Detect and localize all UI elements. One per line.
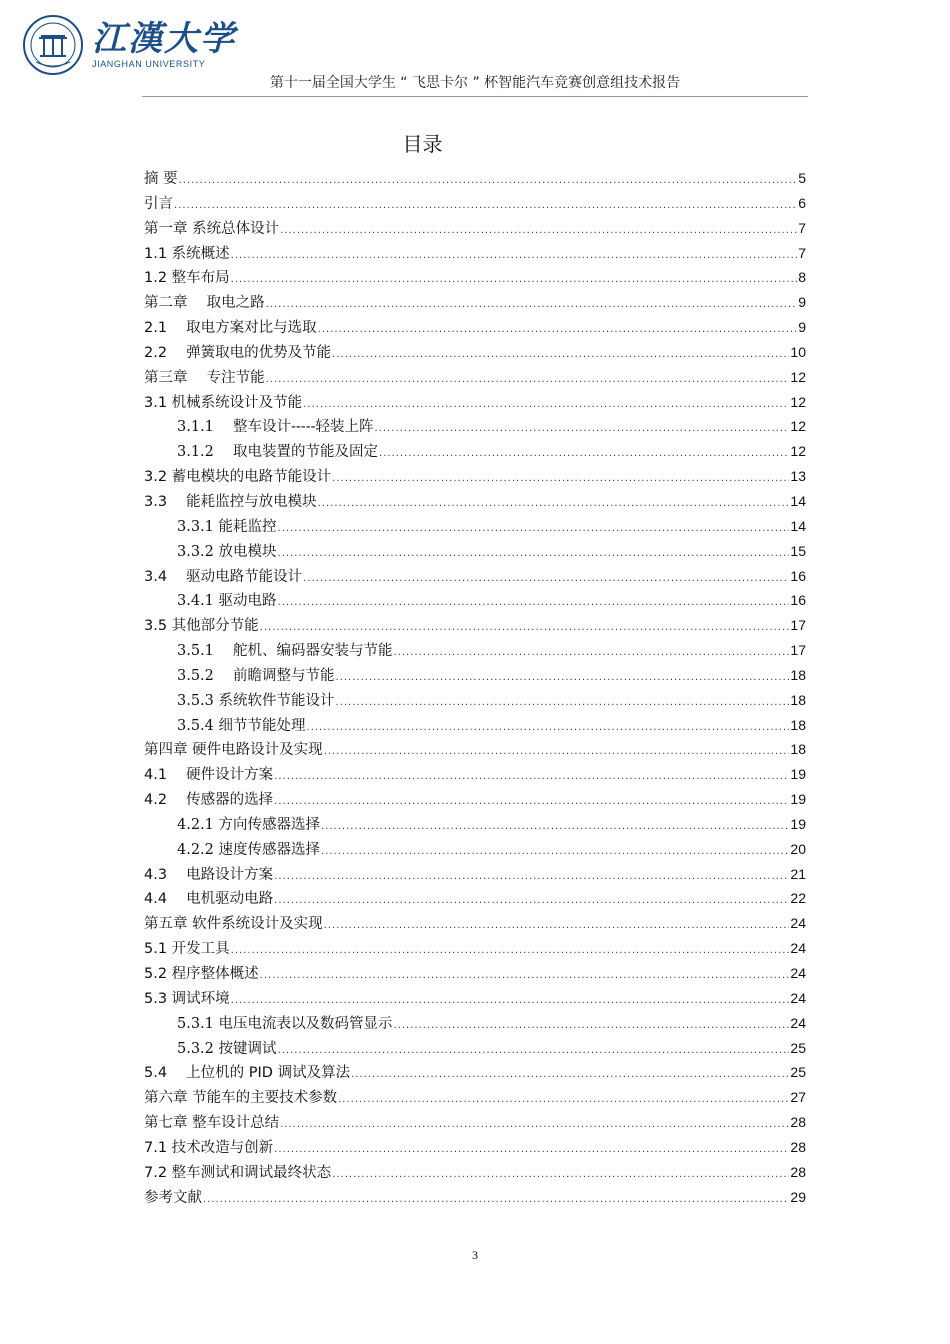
toc-entry[interactable] xyxy=(144,390,806,415)
toc-entry[interactable] xyxy=(144,862,806,887)
toc-entry[interactable] xyxy=(144,986,806,1011)
toc-entry[interactable] xyxy=(144,191,806,216)
toc-entry-label: 3.1.1 整车设计-----轻装上阵 xyxy=(177,419,374,436)
toc-title: 目录 xyxy=(402,132,443,156)
toc-leader-dots xyxy=(278,591,790,616)
toc-entry[interactable] xyxy=(144,737,806,762)
toc-leader-dots xyxy=(336,691,790,716)
toc-entry[interactable] xyxy=(144,340,806,365)
toc-leader-dots xyxy=(336,666,790,691)
toc-leader-dots xyxy=(318,492,790,517)
toc-entry[interactable] xyxy=(144,315,806,340)
toc-entry-page: 13 xyxy=(790,468,806,485)
toc-entry[interactable] xyxy=(144,1110,806,1135)
toc-entry[interactable] xyxy=(144,713,806,738)
toc-entry-label: 5.3 调试环境 xyxy=(144,990,230,1007)
toc-leader-dots xyxy=(307,716,790,741)
toc-entry-page: 19 xyxy=(790,791,806,808)
toc-entry-page: 25 xyxy=(790,1039,806,1056)
toc-entry-page: 7 xyxy=(798,244,806,261)
toc-entry-label: 第六章 节能车的主要技术参数 xyxy=(144,1090,338,1107)
toc-entry-page: 22 xyxy=(790,890,806,907)
toc-entry[interactable] xyxy=(144,539,806,564)
toc-entry[interactable] xyxy=(144,514,806,539)
toc-leader-dots xyxy=(379,442,789,467)
toc-leader-dots xyxy=(203,1188,789,1213)
toc-entry-label: 参考文献 xyxy=(144,1189,202,1206)
toc-leader-dots xyxy=(260,964,790,989)
toc-leader-dots xyxy=(303,393,789,418)
toc-entry[interactable] xyxy=(144,1085,806,1110)
toc-leader-dots xyxy=(318,318,798,343)
toc-entry-page: 18 xyxy=(790,741,806,758)
toc-entry-page: 5 xyxy=(798,170,806,186)
toc-entry[interactable] xyxy=(144,1135,806,1160)
toc-entry-page: 19 xyxy=(790,815,806,832)
toc-entry-label: 4.4 电机驱动电路 xyxy=(144,891,274,908)
toc-leader-dots xyxy=(394,1014,790,1039)
toc-entry[interactable] xyxy=(144,216,806,241)
toc-entry-label: 5.3.2 按键调试 xyxy=(177,1040,277,1057)
toc-entry-page: 19 xyxy=(790,766,806,783)
toc-entry-page: 18 xyxy=(790,716,806,733)
toc-entry[interactable] xyxy=(144,414,806,439)
toc-leader-dots xyxy=(321,815,789,840)
toc-entry[interactable] xyxy=(144,489,806,514)
toc-entry-label: 3.5.4 细节节能处理 xyxy=(177,717,306,734)
toc-entry-label: 4.2.2 速度传感器选择 xyxy=(177,841,321,858)
toc-leader-dots xyxy=(278,542,790,567)
toc-entry-label: 4.3 电路设计方案 xyxy=(144,866,274,883)
toc-entry-label: 2.1 取电方案对比与选取 xyxy=(144,320,317,337)
toc-entry-label: 3.5.3 系统软件节能设计 xyxy=(177,692,335,709)
toc-entry-page: 28 xyxy=(790,1114,806,1131)
toc-leader-dots xyxy=(280,219,797,244)
toc-entry[interactable] xyxy=(144,166,806,191)
university-name-en: JIANGHAN UNIVERSITY xyxy=(92,59,206,69)
toc-entry[interactable] xyxy=(144,762,806,787)
toc-entry-page: 12 xyxy=(790,443,806,460)
toc-entry-page: 14 xyxy=(790,492,806,509)
toc-entry-page: 17 xyxy=(790,617,806,634)
toc-leader-dots xyxy=(394,641,790,666)
toc-entry[interactable] xyxy=(144,911,806,936)
toc-leader-dots xyxy=(332,467,789,492)
toc-entry-label: 5.3.1 电压电流表以及数码管显示 xyxy=(177,1015,393,1032)
toc-leader-dots xyxy=(274,765,789,790)
toc-entry[interactable] xyxy=(144,663,806,688)
header-divider xyxy=(142,96,808,97)
toc-entry-label: 摘 要 xyxy=(144,171,178,187)
toc-entry-page: 15 xyxy=(790,542,806,559)
toc-entry[interactable] xyxy=(144,265,806,290)
toc-entry-label: 3.4.1 驱动电路 xyxy=(177,593,277,610)
toc-entry-label: 3.4 驱动电路节能设计 xyxy=(144,568,303,585)
toc-leader-dots xyxy=(274,865,789,890)
toc-entry-label: 1.2 整车布局 xyxy=(144,270,230,287)
toc-entry-label: 3.5 其他部分节能 xyxy=(144,618,259,635)
toc-leader-dots xyxy=(231,939,790,964)
toc-entry-label: 5.4 上位机的 PID 调试及算法 xyxy=(144,1065,351,1082)
toc-entry-page: 8 xyxy=(798,269,806,286)
toc-entry-page: 12 xyxy=(790,368,806,385)
toc-entry[interactable] xyxy=(144,688,806,713)
toc-entry-label: 引言 xyxy=(144,195,173,212)
toc-entry[interactable] xyxy=(144,1060,806,1085)
toc-entry-label: 第四章 硬件电路设计及实现 xyxy=(144,742,323,759)
toc-entry[interactable] xyxy=(144,290,806,315)
toc-entry[interactable] xyxy=(144,638,806,663)
toc-entry-label: 4.1 硬件设计方案 xyxy=(144,767,274,784)
university-seal-icon xyxy=(22,14,84,76)
toc-entry-page: 28 xyxy=(790,1138,806,1155)
toc-entry-page: 10 xyxy=(790,343,806,360)
toc-leader-dots xyxy=(278,517,790,542)
toc-entry-label: 3.5.2 前瞻调整与节能 xyxy=(177,667,335,684)
toc-entry-label: 3.1 机械系统设计及节能 xyxy=(144,394,303,411)
toc-entry-label: 第三章 专注节能 xyxy=(144,369,265,386)
toc-entry-label: 3.3 能耗监控与放电模块 xyxy=(144,493,317,510)
toc-entry[interactable] xyxy=(144,439,806,464)
toc-leader-dots xyxy=(375,417,790,442)
toc-entry-page: 16 xyxy=(790,567,806,584)
toc-leader-dots xyxy=(324,740,790,765)
toc-entry-page: 16 xyxy=(790,592,806,609)
toc-leader-dots xyxy=(321,840,789,865)
toc-leader-dots xyxy=(332,1163,789,1188)
toc-entry[interactable] xyxy=(144,936,806,961)
toc-leader-dots xyxy=(174,194,797,219)
toc-entry-page: 14 xyxy=(790,517,806,534)
toc-leader-dots xyxy=(274,889,789,914)
toc-entry-page: 25 xyxy=(790,1064,806,1081)
toc-leader-dots xyxy=(179,169,798,194)
toc-entry-page: 24 xyxy=(790,989,806,1006)
toc-entry-page: 7 xyxy=(798,219,806,236)
toc-entry-label: 4.2.1 方向传感器选择 xyxy=(177,816,321,833)
toc-leader-dots xyxy=(231,244,798,269)
toc-entry-page: 12 xyxy=(790,418,806,435)
toc-entry-page: 24 xyxy=(790,1014,806,1031)
toc-entry-label: 第二章 取电之路 xyxy=(144,295,265,312)
toc-entry-page: 28 xyxy=(790,1163,806,1180)
toc-entry-label: 5.1 开发工具 xyxy=(144,941,230,958)
page-number: 3 xyxy=(472,1248,478,1262)
university-wordmark xyxy=(92,20,236,70)
toc-entry[interactable] xyxy=(144,837,806,862)
toc-entry-page: 12 xyxy=(790,393,806,410)
toc-entry-label: 3.3.2 放电模块 xyxy=(177,543,277,560)
toc-entry-label: 3.3.1 能耗监控 xyxy=(177,518,277,535)
toc-entry[interactable] xyxy=(144,1160,806,1185)
toc-leader-dots xyxy=(231,989,790,1014)
toc-leader-dots xyxy=(338,1088,789,1113)
toc-entry-page: 29 xyxy=(790,1188,806,1205)
toc-entry[interactable] xyxy=(144,241,806,266)
toc-entry-page: 20 xyxy=(790,840,806,857)
toc-leader-dots xyxy=(351,1063,789,1088)
toc-entry[interactable] xyxy=(144,588,806,613)
toc-entry[interactable] xyxy=(144,1011,806,1036)
toc-leader-dots xyxy=(278,1039,790,1064)
toc-leader-dots xyxy=(266,368,790,393)
toc-leader-dots xyxy=(231,268,798,293)
toc-entry-label: 3.2 蓄电模块的电路节能设计 xyxy=(144,469,332,486)
toc-leader-dots xyxy=(280,1113,789,1138)
toc-leader-dots xyxy=(266,293,798,318)
toc-entry-label: 4.2 传感器的选择 xyxy=(144,792,274,809)
university-logo xyxy=(22,14,236,76)
toc-entry-page: 17 xyxy=(790,642,806,659)
toc-entry-label: 7.1 技术改造与创新 xyxy=(144,1139,274,1156)
table-of-contents xyxy=(144,166,806,1209)
toc-entry-page: 21 xyxy=(790,865,806,882)
toc-entry[interactable] xyxy=(144,1036,806,1061)
toc-entry-label: 7.2 整车测试和调试最终状态 xyxy=(144,1164,332,1181)
toc-entry-page: 18 xyxy=(790,691,806,708)
toc-entry-label: 3.5.1 舵机、编码器安装与节能 xyxy=(177,643,393,660)
toc-entry[interactable] xyxy=(144,365,806,390)
toc-entry-page: 24 xyxy=(790,965,806,981)
toc-entry-page: 18 xyxy=(790,666,806,683)
toc-leader-dots xyxy=(260,616,790,641)
toc-entry[interactable] xyxy=(144,787,806,812)
toc-entry[interactable] xyxy=(144,961,806,986)
toc-entry-label: 第七章 整车设计总结 xyxy=(144,1115,280,1132)
toc-leader-dots xyxy=(274,1138,789,1163)
toc-entry-label: 第五章 软件系统设计及实现 xyxy=(144,916,323,933)
toc-entry[interactable] xyxy=(144,886,806,911)
toc-entry[interactable] xyxy=(144,812,806,837)
toc-entry-page: 9 xyxy=(798,294,806,311)
toc-entry-page: 6 xyxy=(798,194,806,211)
toc-entry-page: 24 xyxy=(790,940,806,957)
toc-leader-dots xyxy=(303,567,789,592)
toc-entry-page: 24 xyxy=(790,915,806,932)
toc-entry[interactable] xyxy=(144,613,806,638)
toc-entry[interactable] xyxy=(144,464,806,489)
toc-leader-dots xyxy=(324,914,790,939)
toc-entry[interactable] xyxy=(144,564,806,589)
toc-leader-dots xyxy=(332,343,789,368)
toc-entry-page: 27 xyxy=(790,1089,806,1106)
toc-entry[interactable] xyxy=(144,1185,806,1210)
toc-entry-label: 5.2 程序整体概述 xyxy=(144,966,259,982)
report-header-title: 第十一届全国大学生 “ 飞思卡尔 ” 杯智能汽车竞赛创意组技术报告 xyxy=(269,75,681,91)
toc-entry-label: 3.1.2 取电装置的节能及固定 xyxy=(177,444,379,461)
university-name-cn: 江漢大学 xyxy=(92,19,236,59)
toc-entry-page: 9 xyxy=(798,319,806,336)
toc-entry-label: 2.2 弹簧取电的优势及节能 xyxy=(144,344,332,361)
toc-entry-label: 第一章 系统总体设计 xyxy=(144,220,280,237)
toc-entry-label: 1.1 系统概述 xyxy=(144,245,230,262)
toc-leader-dots xyxy=(274,790,789,815)
